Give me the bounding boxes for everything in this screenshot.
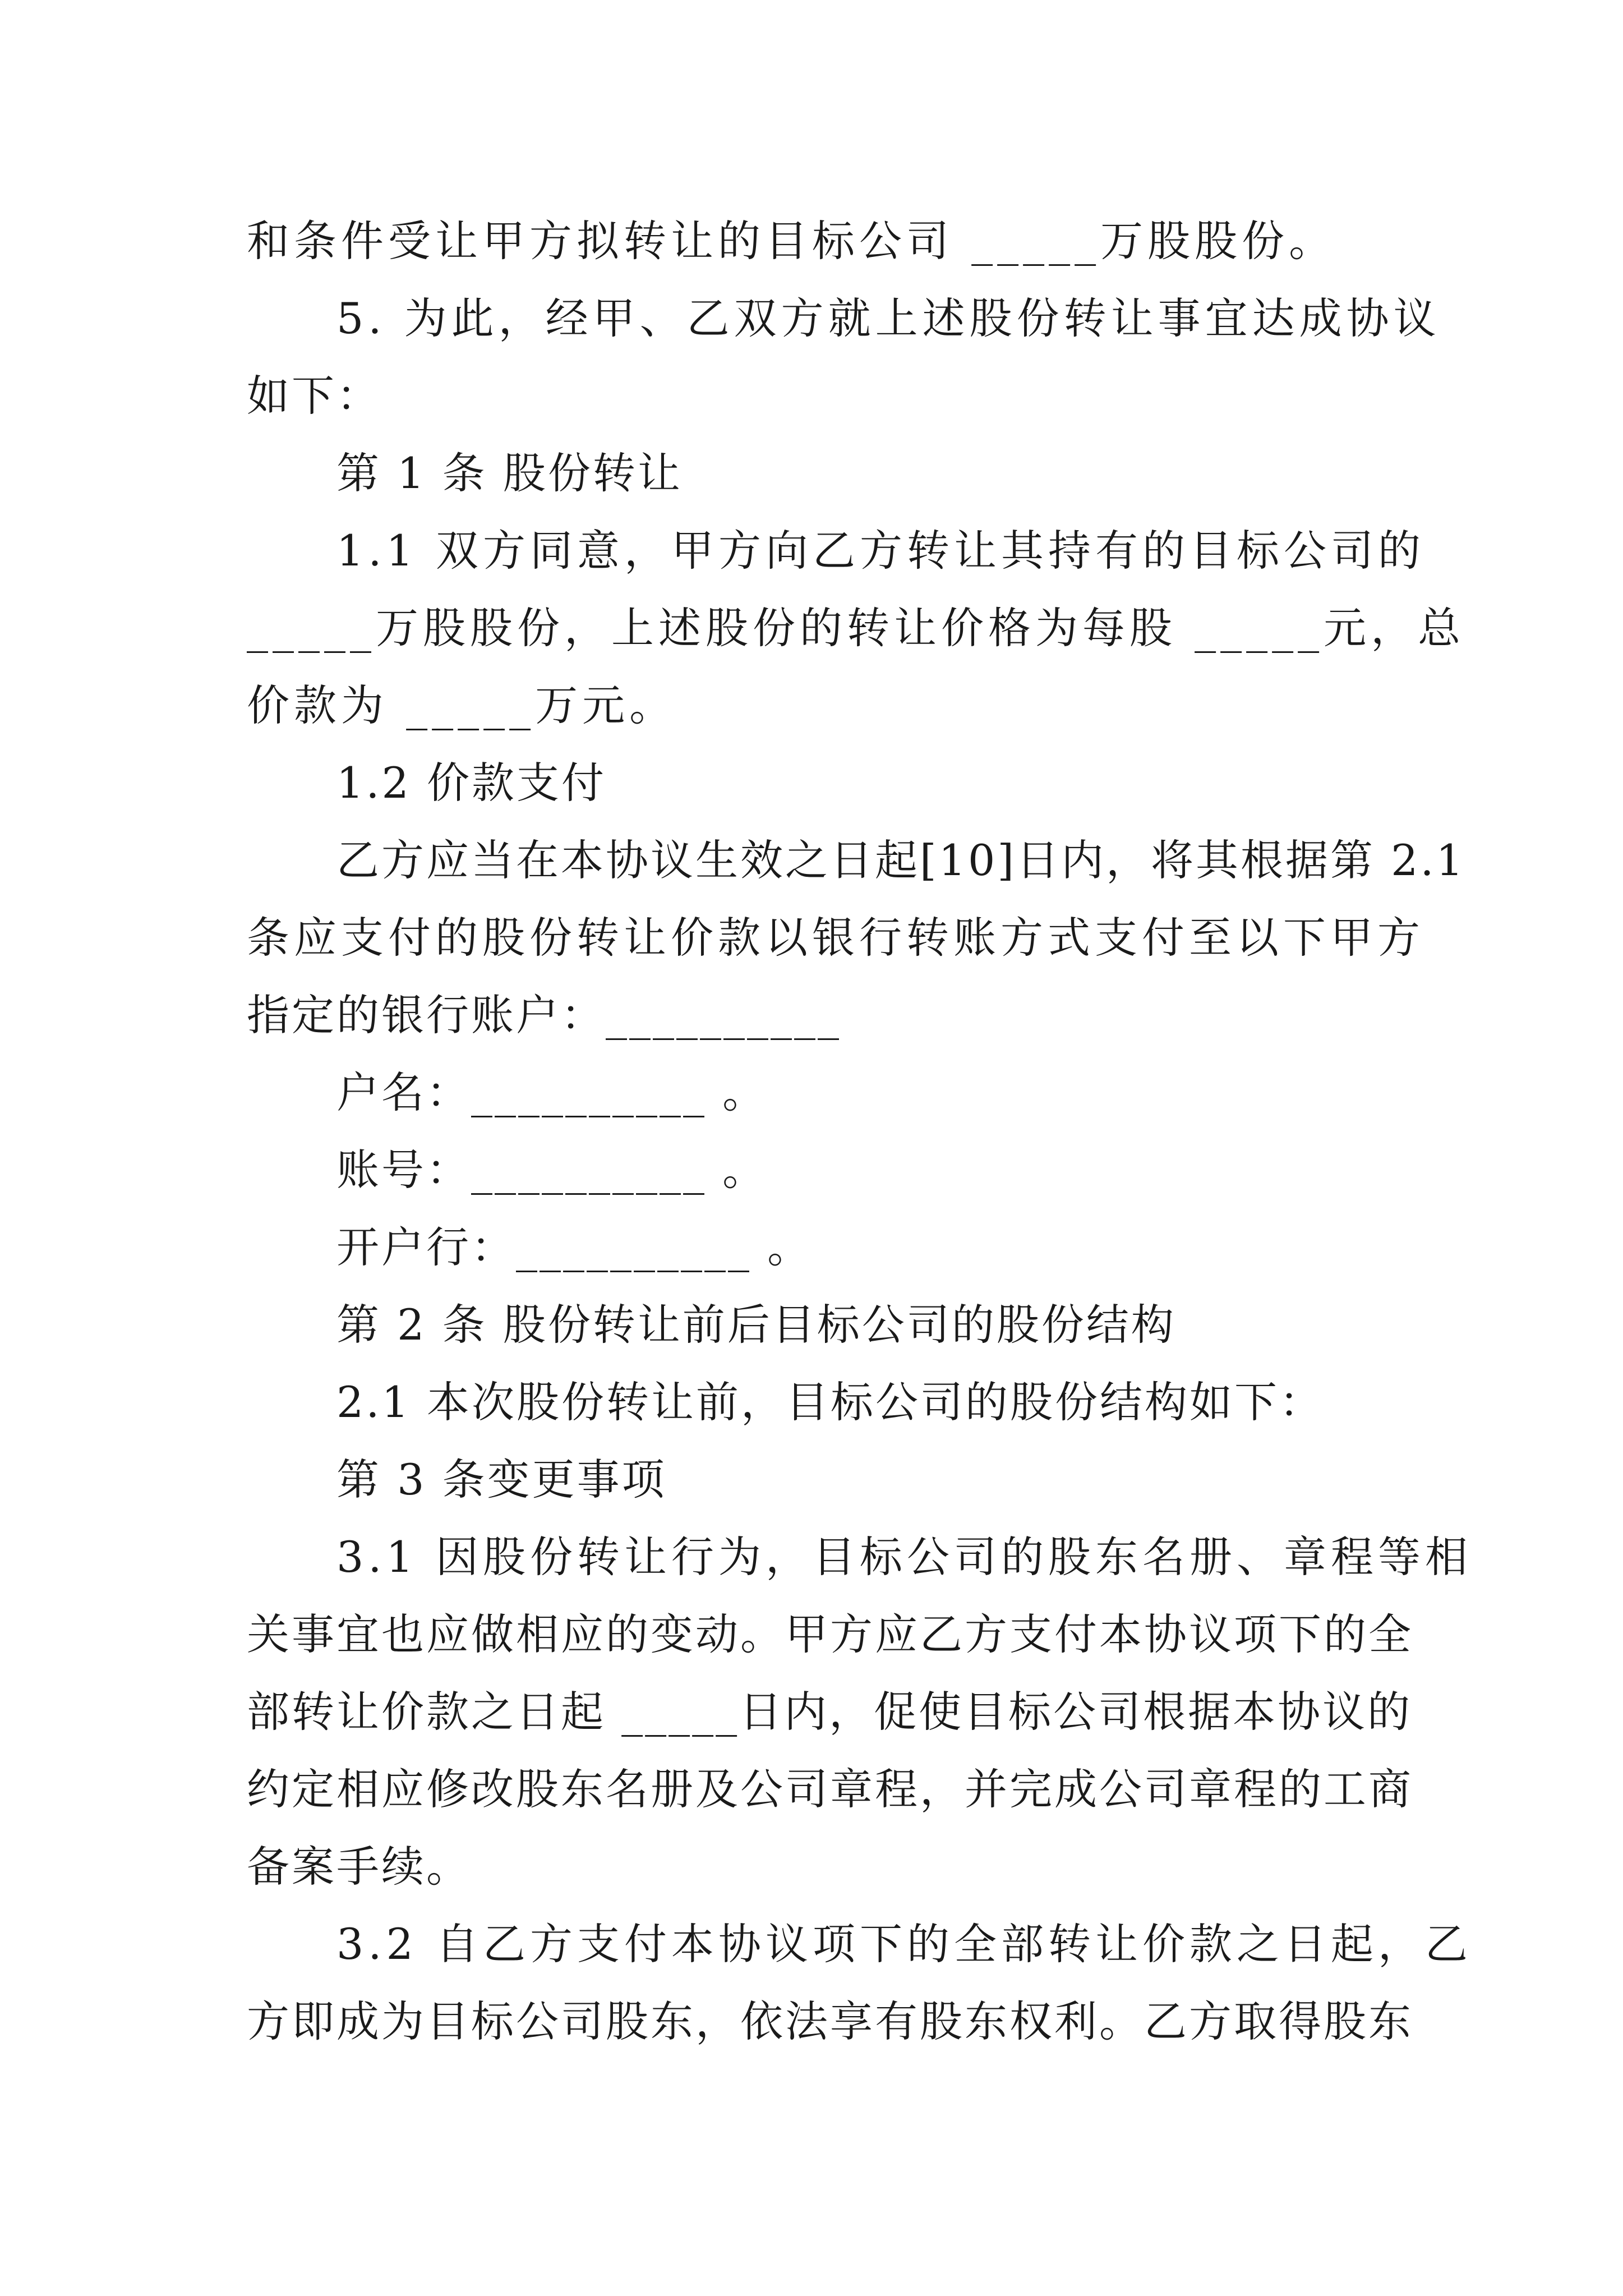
paragraph-line: 1.1 双方同意，甲方向乙方转让其持有的目标公司的: [336, 526, 1426, 576]
paragraph-line: 乙方应当在本协议生效之日起[10]日内，将其根据第 2.1: [336, 835, 1466, 885]
paragraph-line: 部转让价款之日起 _____日内，促使目标公司根据本协议的: [247, 1687, 1413, 1737]
account-name-line: 户名：__________ 。: [336, 1068, 768, 1117]
section-heading: 第 3 条变更事项: [336, 1455, 667, 1504]
paragraph-line: 3.2 自乙方支付本协议项下的全部转让价款之日起，乙: [336, 1919, 1473, 1969]
paragraph-line: 3.1 因股份转让行为，目标公司的股东名册、章程等相: [336, 1532, 1473, 1582]
paragraph-line: 2.1 本次股份转让前，目标公司的股份结构如下：: [336, 1377, 1325, 1427]
bank-line: 开户行：__________ 。: [336, 1222, 813, 1272]
paragraph-line: 指定的银行账户：__________: [247, 990, 841, 1040]
account-number-line: 账号：__________ 。: [336, 1145, 768, 1195]
paragraph-line: _____万股股份，上述股份的转让价格为每股 _____元，总: [247, 603, 1465, 653]
subsection-heading: 1.2 价款支付: [336, 758, 607, 808]
paragraph-line: 约定相应修改股东名册及公司章程，并完成公司章程的工商: [247, 1764, 1413, 1814]
paragraph-line: 和条件受让甲方拟转让的目标公司 _____万股股份。: [247, 216, 1336, 266]
paragraph-line: 5. 为此，经甲、乙双方就上述股份转让事宜达成协议: [336, 293, 1441, 343]
section-heading: 第 2 条 股份转让前后目标公司的股份结构: [336, 1300, 1176, 1350]
paragraph-line: 价款为 _____万元。: [247, 680, 677, 730]
paragraph-line: 备案手续。: [247, 1842, 471, 1892]
paragraph-line: 如下：: [247, 371, 381, 421]
section-heading: 第 1 条 股份转让: [336, 448, 683, 498]
paragraph-line: 方即成为目标公司股东，依法享有股东权利。乙方取得股东: [247, 1996, 1413, 2046]
paragraph-line: 关事宜也应做相应的变动。甲方应乙方支付本协议项下的全: [247, 1609, 1413, 1659]
paragraph-line: 条应支付的股份转让价款以银行转账方式支付至以下甲方: [247, 913, 1424, 963]
